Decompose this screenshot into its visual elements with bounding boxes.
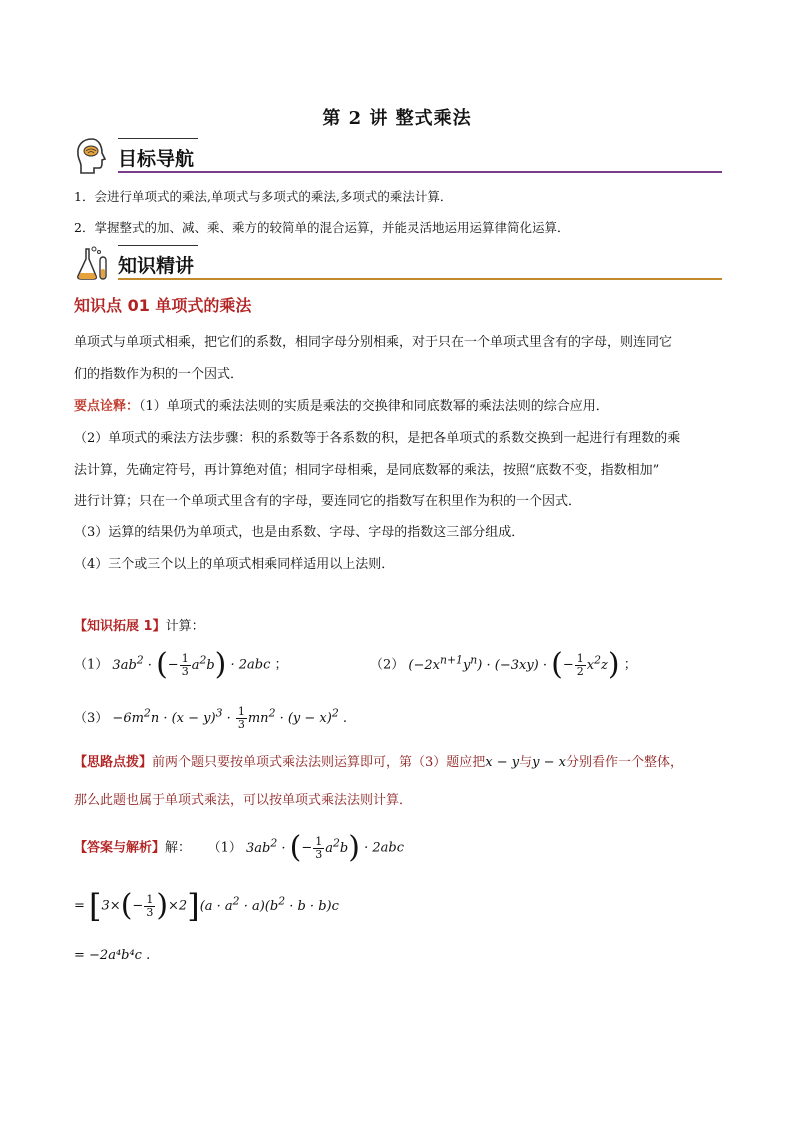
goal-item-2: 2．掌握整式的加、减、乘、乘方的较简单的混合运算，并能灵活地运用运算律简化运算．	[74, 220, 570, 235]
section-goal-title: 目标导航	[118, 148, 195, 170]
section-goal-header	[70, 136, 722, 178]
head-brain-icon	[72, 136, 112, 176]
problem-label: （3）	[74, 711, 109, 726]
example-prompt: 计算：	[165, 619, 205, 634]
hint-tag: 【思路点拨】	[74, 755, 153, 770]
section-rule	[118, 278, 722, 280]
section-topline	[118, 138, 198, 139]
example-tag: 【知识拓展 1】	[74, 619, 166, 634]
kp-note-4: （4）三个或三个以上的单项式相乘同样适用以上法则．	[74, 557, 395, 572]
section-rule	[118, 171, 722, 173]
answer-result: = −2a⁴b⁴c .	[74, 948, 151, 963]
section-knowledge-header	[70, 243, 722, 285]
kp-note-2-line: （2）单项式的乘法方法步骤：积的系数等于各系数的积，是把各单项式的系数交换到一起进行有理数的乘	[74, 431, 681, 446]
answer-step: = [3×(− $\frac{1}{3}$ )$\times 2](a \cdot a^2 \cdot a)(b^2 \cdot b \cdot b)c$	[74, 887, 339, 925]
section-topline	[118, 245, 198, 246]
note-text: （1）单项式的乘法法则的实质是乘法的交换律和同底数幂的乘法法则的综合应用．	[139, 399, 609, 414]
section-knowledge-title: 知识精讲	[118, 255, 195, 277]
problem-2: （2） $(-2x^{n+1}y^n) \cdot (-3xy)$ · (− $\frac{1}{2}$ $x^2z$) ；	[370, 647, 637, 682]
problem-label: （2）	[370, 657, 405, 673]
goal-item-1: 1．会进行单项式的乘法,单项式与多项式的乘法,多项式的乘法计算．	[74, 189, 453, 204]
hint-line-1: 【思路点拨】前两个题只要按单项式乘法法则运算即可，第（3）题应把x − y与y − x分别看作一个整体，	[74, 755, 684, 770]
kp-note-2-line: 进行计算；只在一个单项式里含有的字母，要连同它的指数写在积里作为积的一个因式．	[74, 494, 582, 509]
problem-label: （1）	[74, 657, 109, 673]
kp-paragraph-line: 单项式与单项式相乘，把它们的系数，相同字母分别相乘，对于只在一个单项式里含有的字母，则连同它	[74, 335, 673, 350]
problem-1: （1） $3ab^2$ · (− $\frac{1}{3}$ $a^2b) \cdot 2abc$ ；	[74, 647, 288, 682]
kp-paragraph-line: 们的指数作为积的一个因式．	[74, 367, 244, 382]
knowledge-point-title: 知识点 01 单项式的乘法	[74, 296, 252, 315]
lab-flask-icon	[72, 243, 112, 283]
answer-tag: 【答案与解析】	[74, 840, 166, 856]
problem-3: $(3) -6m^2n \cdot (x - y)^3$ · $\frac{1}{3}$ $mn^2 \cdot (y - x)^2$ .	[74, 705, 347, 731]
kp-note-3: （3）运算的结果仍为单项式，也是由系数、字母、字母的指数这三部分组成．	[74, 525, 525, 540]
page-title: 第 2 讲 整式乘法	[322, 108, 472, 129]
note-label: 要点诠释：	[74, 399, 140, 414]
example-heading	[74, 615, 205, 634]
kp-note-1	[74, 395, 609, 414]
kp-note-2-line: 法计算，先确定符号，再计算绝对值；相同字母相乘，是同底数幂的乘法，按照“底数不变，指数相加”	[74, 463, 660, 478]
answer-heading: 【答案与解析】解： （1） $3ab^2$ · (− $\frac{1}{3}$ $a^2b) \cdot 2abc$	[74, 830, 404, 865]
hint-line-2: 那么此题也属于单项式乘法，可以按单项式乘法法则计算．	[74, 793, 413, 808]
